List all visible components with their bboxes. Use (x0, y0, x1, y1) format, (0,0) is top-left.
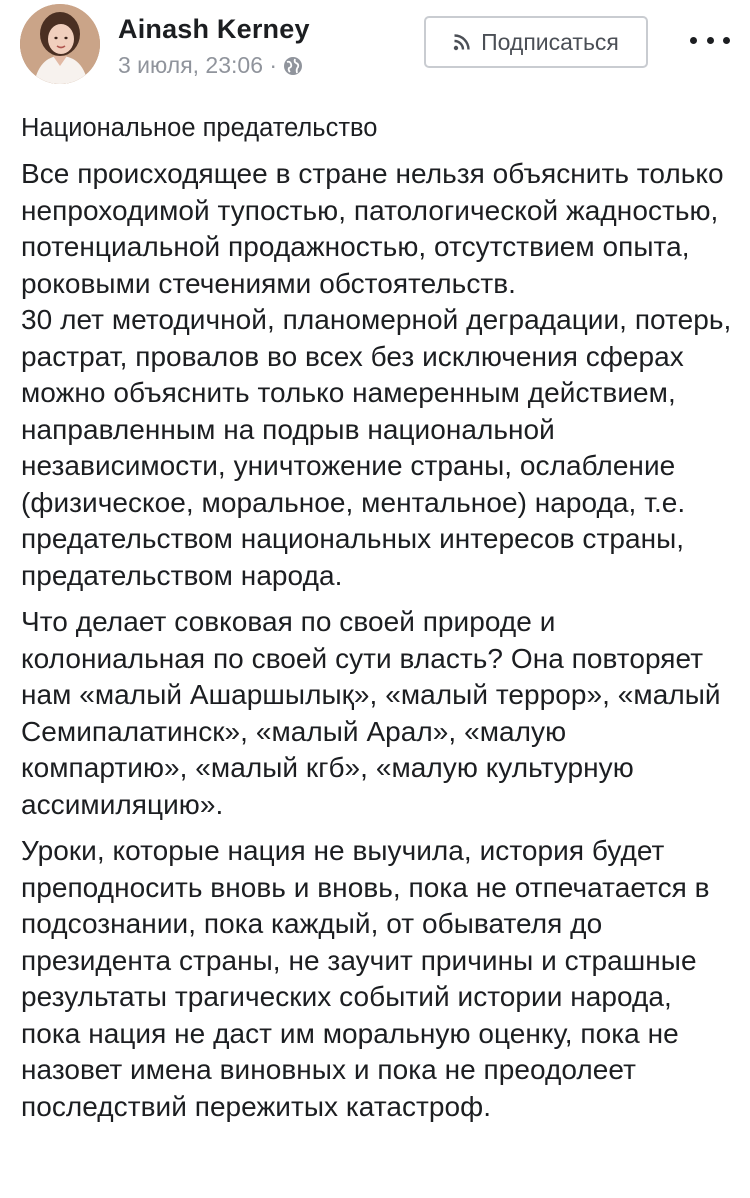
subscribe-button[interactable] (424, 16, 648, 68)
dot (723, 37, 730, 44)
post-timestamp[interactable]: 3 июля, 23:06 · (118, 52, 278, 78)
post-body (21, 110, 733, 1135)
dot (690, 37, 697, 44)
globe-icon[interactable] (283, 56, 303, 76)
post-header (0, 0, 750, 100)
post-title: Национальное предательство (21, 114, 378, 142)
author-name[interactable]: Ainash Kerney (118, 14, 310, 44)
more-options-icon[interactable] (690, 26, 730, 54)
rss-icon (453, 33, 471, 51)
post-paragraph: Что делает совковая по своей природе и колониальная по своей сути власть? Она повторяет нам «малый Ашаршылық», «малый террор», «малый Семипалатинск», «малый Арал», «малую компартию», «малый кгб», «малую культурную ассимиляцию». (21, 606, 721, 820)
post-meta (118, 52, 303, 79)
avatar-photo (20, 4, 100, 84)
subscribe-label: Подписаться (481, 28, 619, 55)
post-paragraph: Все происходящее в стране нельзя объяснить только непроходимой тупостью, патологической жадностью, потенциальной продажностью, отсутствием опыта, роковыми стечениями обстоятельств. 30 лет методичной, планомерной деградации, потерь, растрат, провалов во всех без исключения сферах можно объяснить только намеренным действием, направленным на подрыв национальной независимости, уничтожение страны, ослабление (физическое, моральное, ментальное) народа, т.е. предательством национальных интересов страны, предательством народа. (21, 158, 732, 591)
dot (707, 37, 714, 44)
author-avatar[interactable] (20, 4, 100, 84)
post-paragraph: Уроки, которые нация не выучила, история будет преподносить вновь и вновь, пока не отпечатается в подсознании, пока каждый, от обывателя до президента страны, не заучит причины и страшные результаты трагических событий истории народа, пока нация не даст им моральную оценку, пока не назовет имена виновных и пока не преодолеет последствий пережитых катастроф. (21, 835, 710, 1122)
